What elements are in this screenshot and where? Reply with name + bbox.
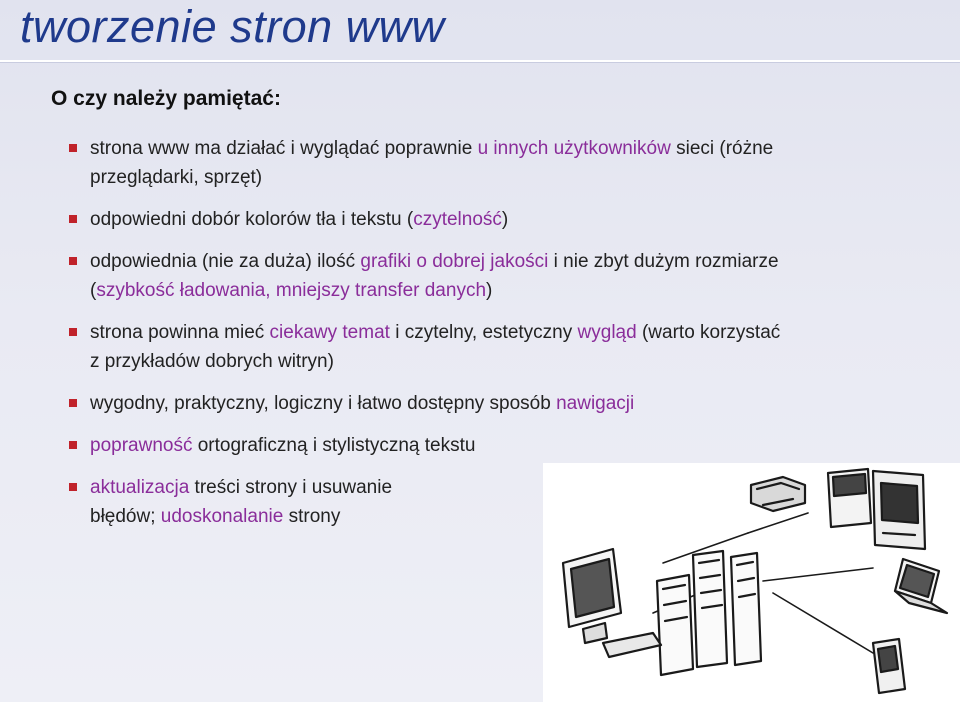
bullet-square-icon	[69, 215, 77, 223]
bullet-square-icon	[69, 257, 77, 265]
bullet-highlight-text: poprawność	[90, 435, 193, 456]
bullet-text: wygodny, praktyczny, logiczny i łatwo dostępny sposób	[90, 393, 557, 414]
bullet-text: błędów;	[90, 506, 161, 527]
bullet-square-icon	[69, 441, 77, 449]
bullet-item	[66, 134, 896, 192]
bullet-highlight-text: wygląd	[577, 322, 637, 343]
bullet-highlight-text: u innych użytkowników	[477, 138, 671, 159]
bullet-item	[66, 318, 896, 376]
bullet-text: (	[90, 280, 97, 301]
bullet-square-icon	[69, 399, 77, 407]
bullet-text: przeglądarki, sprzęt)	[90, 167, 263, 188]
title-divider	[0, 60, 960, 62]
bullet-text: (warto korzystać	[636, 322, 781, 343]
bullet-highlight-text: ciekawy temat	[269, 322, 390, 343]
bullet-text: strona www ma działać i wyglądać poprawnie	[90, 138, 478, 159]
bullet-item	[66, 205, 896, 234]
bullet-text: )	[501, 209, 509, 230]
slide-title: tworzenie stron www	[20, 1, 445, 52]
bullet-text: sieci (różne	[670, 138, 774, 159]
bullet-highlight-text: grafiki o dobrej jakości	[360, 251, 549, 272]
bullet-square-icon	[69, 483, 77, 491]
network-sketch-image	[543, 463, 960, 702]
bullet-text: odpowiednia (nie za duża) ilość	[90, 251, 361, 272]
bullet-text: treści strony i usuwanie	[189, 477, 393, 498]
bullet-highlight-text: szybkość ładowania, mniejszy transfer danych	[96, 280, 487, 301]
bullet-highlight-text: aktualizacja	[90, 477, 190, 498]
bullet-text: i czytelny, estetyczny	[389, 322, 578, 343]
bullet-highlight-text: nawigacji	[556, 393, 635, 414]
bullet-text: ortograficzną i stylistyczną tekstu	[192, 435, 476, 456]
network-sketch-icon	[543, 463, 960, 702]
bullet-text: strona powinna mieć	[90, 322, 270, 343]
bullet-item	[66, 431, 896, 460]
bullet-text: i nie zbyt dużym rozmiarze	[548, 251, 779, 272]
bullet-highlight-text: czytelność	[413, 209, 502, 230]
bullet-square-icon	[69, 144, 77, 152]
bullet-highlight-text: udoskonalanie	[160, 506, 284, 527]
bullet-item	[66, 389, 896, 418]
bullet-text: strony	[283, 506, 341, 527]
bullet-text: odpowiedni dobór kolorów tła i tekstu (	[90, 209, 414, 230]
bullet-item	[66, 247, 896, 305]
bullet-text: z przykładów dobrych witryn)	[90, 351, 334, 372]
bullet-text: )	[486, 280, 493, 301]
section-heading: O czy należy pamiętać:	[51, 87, 281, 110]
bullet-square-icon	[69, 328, 77, 336]
